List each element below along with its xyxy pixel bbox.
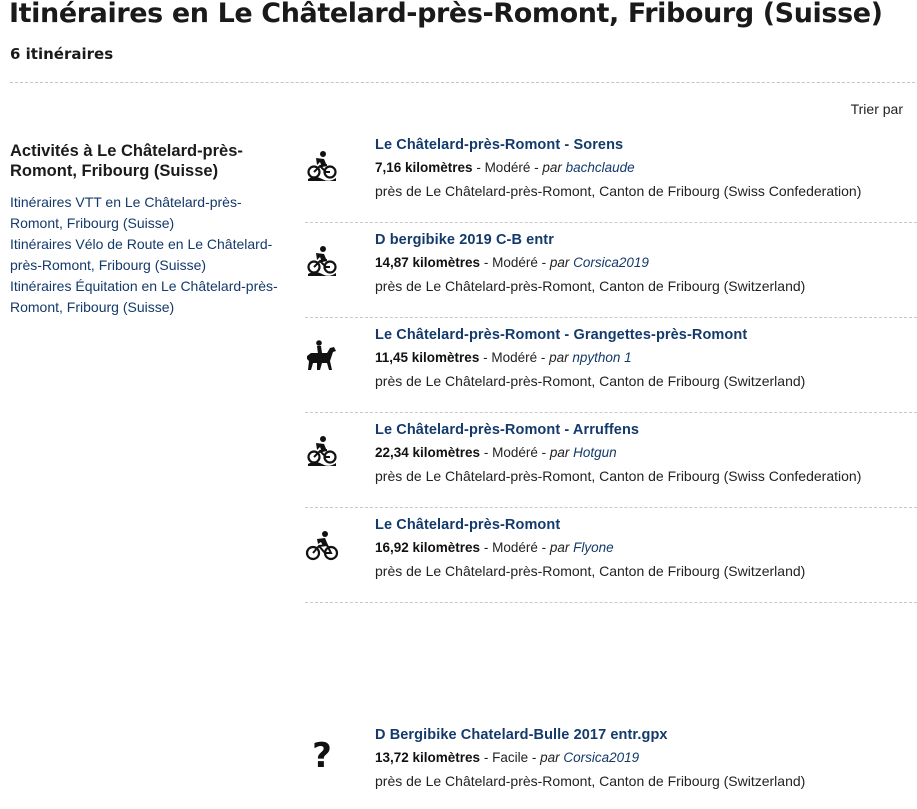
route-item — [305, 128, 917, 223]
route-author-link[interactable]: npython 1 — [572, 350, 632, 365]
route-meta: 16,92 kilomètres - Modéré - par Flyone — [375, 540, 614, 555]
route-item — [305, 223, 917, 318]
route-difficulty: Modéré — [491, 350, 538, 365]
route-meta: 22,34 kilomètres - Modéré - par Hotgun — [375, 445, 617, 460]
route-divider — [305, 602, 917, 603]
route-distance: 13,72 kilomètres — [375, 750, 481, 765]
route-difficulty: Modéré — [484, 160, 531, 175]
route-item — [305, 508, 917, 603]
route-location: près de Le Châtelard-près-Romont, Canton de Fribourg (Swiss Confederation) — [375, 468, 862, 484]
route-difficulty: Modéré — [492, 255, 538, 270]
mountain-bike-icon — [305, 434, 339, 468]
route-meta: 7,16 kilomètres - Modéré - par bachclaude — [375, 160, 635, 175]
road-bike-icon — [305, 529, 339, 563]
mountain-bike-icon — [305, 149, 339, 183]
route-distance: 16,92 kilomètres — [375, 540, 481, 555]
route-distance: 7,16 kilomètres — [375, 160, 473, 175]
route-location: près de Le Châtelard-près-Romont, Canton de Fribourg (Switzerland) — [375, 373, 806, 389]
unknown-activity-icon: ? — [312, 736, 332, 776]
route-title-link[interactable]: Le Châtelard-près-Romont - Sorens — [375, 137, 624, 153]
route-distance: 14,87 kilomètres — [375, 255, 481, 270]
route-meta: 11,45 kilomètres - Modéré - par npython 1 — [375, 350, 632, 365]
route-location: près de Le Châtelard-près-Romont, Canton de Fribourg (Swiss Confederation) — [375, 183, 862, 199]
route-meta: 14,87 kilomètres - Modéré - par Corsica2019 — [375, 255, 649, 270]
route-title-link[interactable]: Le Châtelard-près-Romont - Grangettes-près-Romont — [375, 327, 748, 343]
page-title: Itinéraires en Le Châtelard-près-Romont, Fribourg (Suisse) — [9, 0, 883, 29]
route-distance: 22,34 kilomètres — [375, 445, 481, 460]
mountain-bike-icon — [305, 244, 339, 278]
route-distance: 11,45 kilomètres — [375, 350, 480, 365]
route-item — [305, 413, 917, 508]
route-difficulty: Modéré — [492, 540, 538, 555]
route-title-link[interactable]: Le Châtelard-près-Romont — [375, 517, 561, 533]
route-meta: 13,72 kilomètres - Facile - par Corsica2019 — [375, 750, 640, 765]
route-location: près de Le Châtelard-près-Romont, Canton de Fribourg (Switzerland) — [375, 773, 806, 789]
route-author-link[interactable]: Corsica2019 — [573, 255, 649, 270]
route-title-link[interactable]: Le Châtelard-près-Romont - Arruffens — [375, 422, 640, 438]
route-location: près de Le Châtelard-près-Romont, Canton de Fribourg (Switzerland) — [375, 563, 806, 579]
route-author-link[interactable]: Flyone — [573, 540, 614, 555]
route-author-link[interactable]: bachclaude — [565, 160, 635, 175]
route-author-link[interactable]: Hotgun — [573, 445, 617, 460]
sidebar-title: Activités à Le Châtelard-près-Romont, Fribourg (Suisse) — [10, 142, 243, 180]
route-difficulty: Modéré — [492, 445, 538, 460]
route-item — [305, 318, 917, 413]
route-item — [305, 718, 917, 809]
sidebar-link-horse-riding[interactable]: Itinéraires Équitation en Le Châtelard-près-Romont, Fribourg (Suisse) — [10, 278, 278, 315]
activities-sidebar — [10, 141, 280, 318]
route-difficulty: Facile — [492, 750, 529, 765]
sidebar-link-road-bike[interactable]: Itinéraires Vélo de Route en Le Châtelard-près-Romont, Fribourg (Suisse) — [10, 236, 273, 273]
route-count: 6 itinéraires — [10, 45, 114, 63]
header-divider — [10, 82, 915, 83]
horse-riding-icon — [305, 339, 339, 373]
sort-button[interactable]: Trier par — [850, 101, 903, 117]
route-title-link[interactable]: D bergibike 2019 C-B entr — [375, 232, 554, 248]
route-author-link[interactable]: Corsica2019 — [563, 750, 640, 765]
sidebar-link-vtt[interactable]: Itinéraires VTT en Le Châtelard-près-Romont, Fribourg (Suisse) — [10, 194, 242, 231]
route-location: près de Le Châtelard-près-Romont, Canton de Fribourg (Switzerland) — [375, 278, 806, 294]
route-title-link[interactable]: D Bergibike Chatelard-Bulle 2017 entr.gpx — [375, 727, 668, 743]
